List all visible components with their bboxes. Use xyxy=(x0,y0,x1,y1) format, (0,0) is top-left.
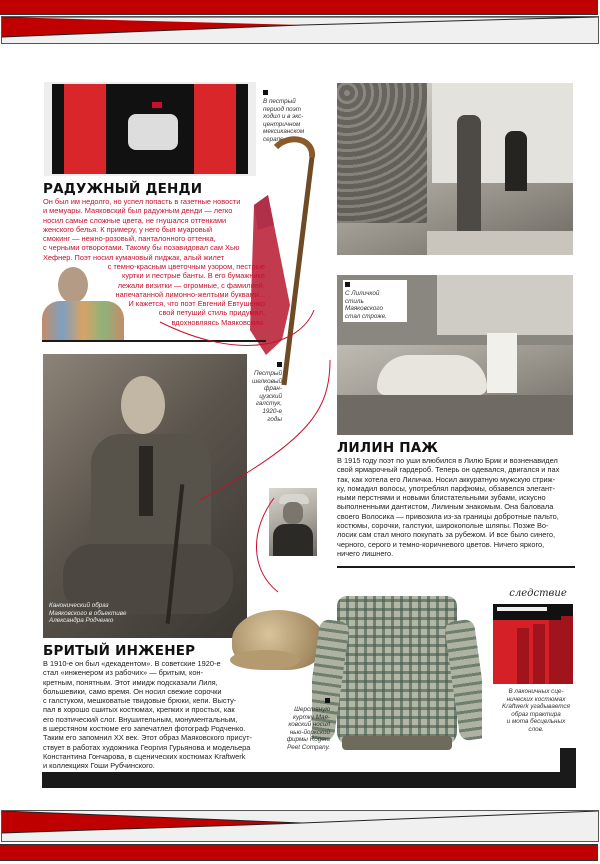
rodchenko-portrait-photo xyxy=(43,354,247,638)
cane-shaft xyxy=(284,157,312,385)
bottom-black-bar xyxy=(42,772,576,788)
sidebar-heading: следствие xyxy=(509,588,567,599)
caption-bullet xyxy=(345,282,350,287)
top-banner-wedge xyxy=(2,17,598,43)
headline-raduzhny: РАДУЖНЫЙ ДЕНДИ xyxy=(43,181,203,197)
caption-rodchenko: Канонический образ Маяковского в объективе Александра Родченко xyxy=(49,602,127,625)
caption-jacket: Шерстяную куртку Мая- ковский носил нью-йоркской фирмы Rogers Peet Company. xyxy=(268,698,330,752)
plaid-jacket-photo xyxy=(312,590,482,760)
top-banner-stripe xyxy=(0,0,598,15)
stage-scene-photo xyxy=(337,83,573,255)
body-lilin: В 1915 году поэт по уши влюбился в Лилю Брик и возненавидел свой ярмарочный гардероб. Теперь он одевался, двигался и пах так, как хотела его Лиличка. Носил аккуратную мужскую стриж- ку, помадил волосы, употреблял парфюмы, обзавелся элегант- ными перстнями и новыми блистательными зубами, искусно выполненными дантистом, Лилиным знакомым. Она баловала своего Волосика — привозила из-за границы добротные пальто, костюмы, сорочки, галстуки, широкополые шляпы. Позже Во- лосик сам стал много покупать за рубежом. И все было синего, черного, серого и темно-коричневого цветов. Ничего яркого, ничего лишнего. xyxy=(337,456,560,558)
body-brity: В 1910-е он был «декадентом». В советские 1920-е стал «инженером из рабочих» — бритым, кон- кретным, понятным. Этот имидж подсказали Лиля, большевики, само время. Он носил свежие сорочки с галстуком, мешковатые твидовые брюки, кепи. Высту- пал в хорошо сшитых костюмах, крепких и простых, как его поэтический слог. Внушительным, монументальным, в шерстяном костюме его запечатлел фотограф Родченко. Таким его запомнил XX век. Этот образ Маяковского присут- ствует в работах художника Георгия Гурьянова и модельера Константина Гончарова, в сценических костюмах Kraftwerk и коллекциях Гоши Рубчинского. xyxy=(43,659,252,771)
headline-brity: БРИТЫЙ ИНЖЕНЕР xyxy=(43,643,196,659)
bottom-banner-stripe xyxy=(0,844,598,861)
man-in-cap-photo xyxy=(269,488,317,556)
top-banner-frame xyxy=(1,16,599,44)
caption-bullet xyxy=(263,90,268,95)
bottom-banner-wedge xyxy=(2,811,598,841)
body-raduzhny-bottom: с темно-красным цветочным узором, пестрые куртки и пестрые банты. В его бумажнике лежали визитки — огромные, с фамилией, напечатанной лимонно-желтыми буквами... И кажется, что поэт Евгений Евтушенко свой петуший стиль придумал, вдохновляясь Маяковским. xyxy=(107,262,265,327)
caption-bullet xyxy=(277,362,282,367)
headline-lilin: ЛИЛИН ПАЖ xyxy=(337,440,439,456)
caption-tie: Пестрый шелковый фран- цузский галстук, 1920-е годы xyxy=(242,362,282,423)
yevtushenko-photo xyxy=(42,265,124,341)
caption-bullet xyxy=(325,698,330,703)
serape-rug-photo xyxy=(44,82,256,176)
body-raduzhny-top: Он был им недолго, но успел попасть в газетные новости и мемуары. Маяковский был радужным денди — легко носил самые сложные цвета, не гнушался оттенками женского белья. К примеру, у него был муаровый смокинг — нежно-розовый, панталонного оттенка, с черными отворотами. Такому бы позавидовал сам Хью Хефнер. Поэт носил кумачовый пиджак, алый жилет xyxy=(43,197,241,262)
cane-handle xyxy=(276,139,312,157)
section-rule xyxy=(42,340,266,342)
kraftwerk-man-machine-cover xyxy=(493,604,573,684)
caption-serape: В пестрый период поэт ходил и в экс- центричном мексиканском серапе. xyxy=(263,90,323,144)
bottom-banner-frame xyxy=(1,810,599,842)
caption-kraftwerk: В лаконичных сце- нических костюмах Kraftwerk угадывается образ трактира и мота бесцельных слов. xyxy=(502,688,570,733)
bottom-black-bar-corner xyxy=(560,748,576,772)
caption-lilichka: С Лиличкой стиль Маяковского стал строже. xyxy=(343,280,407,322)
section-rule xyxy=(337,566,575,568)
